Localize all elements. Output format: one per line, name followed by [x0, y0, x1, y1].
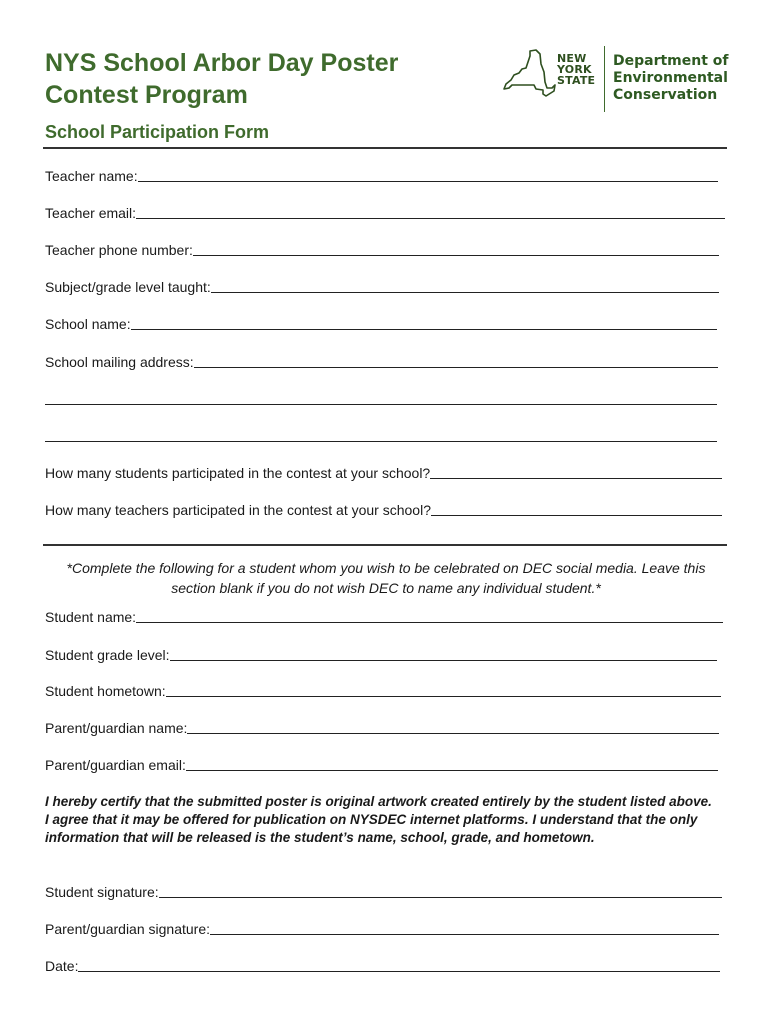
students-participated-field[interactable]	[45, 463, 722, 481]
field-label: Parent/guardian signature:	[45, 921, 210, 937]
nys-dec-logo	[500, 44, 730, 114]
fill-line[interactable]	[431, 501, 722, 516]
field-label: Teacher name:	[45, 168, 138, 184]
teacher-phone-field[interactable]	[45, 240, 719, 258]
fill-line[interactable]	[78, 957, 720, 972]
fill-line[interactable]	[210, 920, 719, 935]
student-hometown-field[interactable]	[45, 681, 721, 699]
fill-line[interactable]	[187, 719, 719, 734]
field-label: Student name:	[45, 609, 137, 625]
field-label: Parent/guardian email:	[45, 757, 186, 773]
fill-line[interactable]	[430, 464, 722, 479]
ny-word-new: NEW	[557, 52, 587, 65]
fill-line[interactable]	[170, 646, 717, 661]
date-field[interactable]	[45, 956, 720, 974]
field-label: Parent/guardian name:	[45, 720, 188, 736]
fill-line[interactable]	[136, 204, 725, 219]
subject-grade-field[interactable]	[45, 277, 719, 295]
parent-email-field[interactable]	[45, 755, 718, 773]
address-line-3[interactable]	[45, 441, 717, 442]
ny-word-state: STATE	[557, 74, 596, 87]
fill-line[interactable]	[211, 278, 719, 293]
header-rule	[43, 147, 727, 149]
field-label: Date:	[45, 958, 79, 974]
fill-line[interactable]	[136, 608, 723, 623]
ny-word-york: YORK	[557, 63, 592, 76]
school-address-field[interactable]	[45, 352, 718, 370]
field-label: Teacher email:	[45, 205, 137, 221]
title-line-2: Contest Program	[45, 81, 248, 109]
dec-line-1: Department of	[613, 53, 729, 69]
field-label: How many teachers participated in the contest at your school?	[45, 502, 431, 518]
field-label: Teacher phone number:	[45, 242, 193, 258]
fill-line[interactable]	[193, 241, 719, 256]
student-grade-field[interactable]	[45, 645, 717, 663]
new-york-state-wordmark	[557, 53, 595, 86]
fill-line[interactable]	[166, 682, 721, 697]
parent-name-field[interactable]	[45, 718, 719, 736]
dec-wordmark	[613, 53, 729, 104]
field-label: School mailing address:	[45, 354, 194, 370]
teachers-participated-field[interactable]	[45, 500, 722, 518]
certification-statement: I hereby certify that the submitted poster is original artwork created entirely by the student listed above. I agree that it may be offered for publication on NYSDEC internet platforms. I understand that the only information that will be released is the student’s name, school, grade, and hometown.	[45, 794, 712, 845]
field-label: School name:	[45, 316, 131, 332]
fill-line[interactable]	[159, 883, 722, 898]
new-york-state-icon	[500, 48, 556, 106]
fill-line[interactable]	[138, 167, 718, 182]
form-title	[45, 47, 398, 111]
student-name-field[interactable]	[45, 607, 723, 625]
dec-line-3: Conservation	[613, 87, 718, 103]
field-label: Student hometown:	[45, 683, 166, 699]
field-label: Student grade level:	[45, 647, 170, 663]
fill-line[interactable]	[131, 315, 717, 330]
address-line-2[interactable]	[45, 404, 717, 405]
fill-line[interactable]	[194, 353, 718, 368]
teacher-name-field[interactable]	[45, 166, 718, 184]
field-label: Student signature:	[45, 884, 159, 900]
dec-line-2: Environmental	[613, 70, 728, 86]
field-label: How many students participated in the contest at your school?	[45, 465, 431, 481]
student-signature-field[interactable]	[45, 882, 722, 900]
school-name-field[interactable]	[45, 314, 717, 332]
field-label: Subject/grade level taught:	[45, 279, 211, 295]
form-subtitle: School Participation Form	[45, 122, 270, 142]
section-rule	[43, 544, 727, 546]
logo-divider	[604, 46, 605, 112]
title-line-1: NYS School Arbor Day Poster	[45, 49, 399, 77]
social-media-note: *Complete the following for a student whom you wish to be celebrated on DEC social media. Leave this section blank if you do not wish DEC to name any individual student.*	[66, 560, 706, 596]
teacher-email-field[interactable]	[45, 203, 725, 221]
fill-line[interactable]	[186, 756, 718, 771]
parent-signature-field[interactable]	[45, 919, 719, 937]
